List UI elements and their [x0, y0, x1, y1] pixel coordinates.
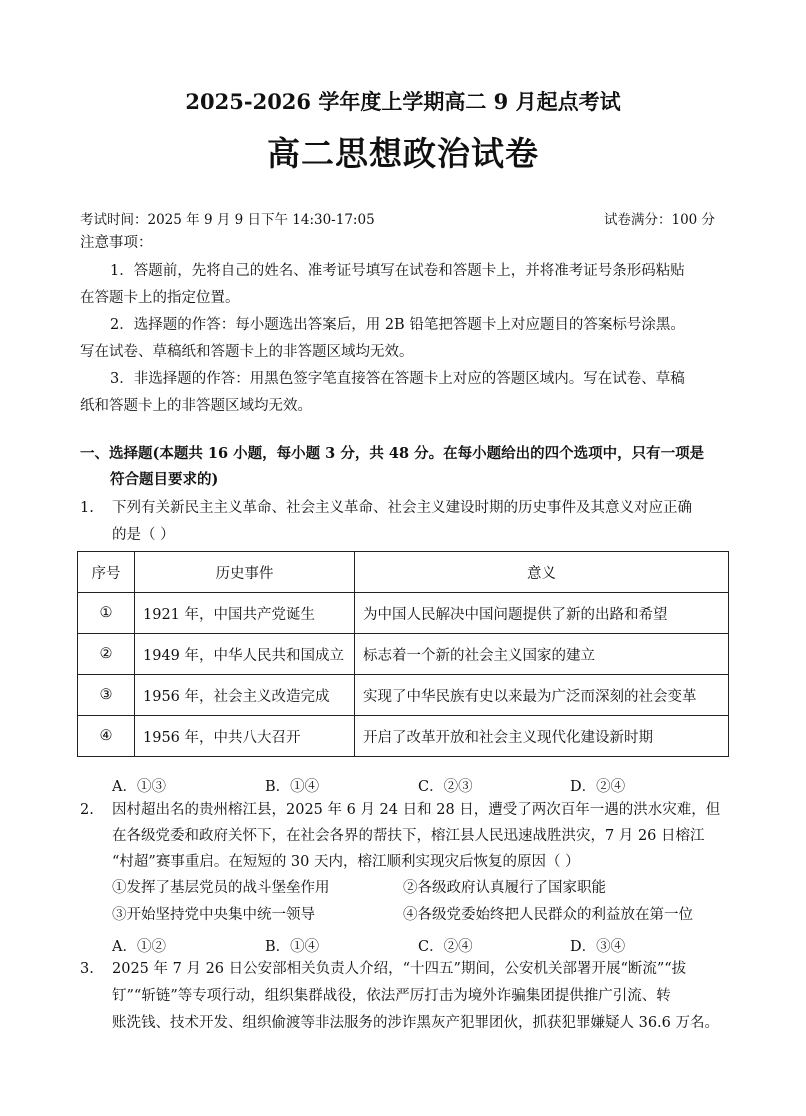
subject-title: 高二思想政治试卷 — [267, 134, 539, 173]
notice-item-3: 3．非选择题的作答：用黑色签字笔直接答在答题卡上对应的答题区域内。写在试卷、草稿 — [110, 371, 685, 387]
notice-item-1-cont: 在答题卡上的指定位置。 — [80, 290, 240, 306]
notice-item-1: 1．答题前，先将自己的姓名、准考证号填写在试卷和答题卡上，并将准考证号条形码粘贴 — [110, 263, 685, 279]
q2-stem-cont: “村超”赛事重启。在短短的 30 天内，榕江顺利实现灾后恢复的原因（ ） — [112, 854, 580, 870]
table-cell: 1921 年，中国共产党诞生 — [135, 593, 355, 634]
q2-option-a: A．①② — [112, 939, 166, 955]
table-header: 意义 — [355, 552, 729, 593]
notice-item-3-cont: 纸和答题卡上的非答题区域均无效。 — [80, 398, 312, 414]
q2-stem: 因村超出名的贵州榕江县，2025 年 6 月 24 日和 28 日，遭受了两次百年一遇的洪水灾难，但 — [112, 802, 721, 818]
q2-item-2: ②各级政府认真履行了国家职能 — [403, 880, 606, 896]
q1-option-d: D．②④ — [570, 779, 626, 795]
table-header: 序号 — [78, 552, 135, 593]
table-cell: ③ — [78, 675, 135, 716]
q3-stem-cont: 账洗钱、技术开发、组织偷渡等非法服务的涉诈黑灰产犯罪团伙，抓获犯罪嫌疑人 36.6 万名。 — [112, 1015, 719, 1031]
q2-option-b: B．①④ — [265, 939, 320, 955]
table-row — [78, 634, 729, 675]
q1-stem: 下列有关新民主主义革命、社会主义革命、社会主义建设时期的历史事件及其意义对应正确 — [112, 500, 692, 516]
exam-time: 考试时间：2025 年 9 月 9 日下午 14:30-17:05 — [80, 212, 375, 228]
q1-option-a: A．①③ — [112, 779, 166, 795]
table-cell: ① — [78, 593, 135, 634]
table-row — [78, 593, 729, 634]
q3-stem-cont: 钉”“斩链”等专项行动，组织集群战役，依法严厉打击为境外诈骗集团提供推广引流、转 — [112, 988, 671, 1004]
table-cell: 为中国人民解决中国问题提供了新的出路和希望 — [355, 593, 729, 634]
full-score: 试卷满分：100 分 — [604, 212, 716, 228]
table-cell: 1956 年，中共八大召开 — [135, 716, 355, 757]
q1-table — [77, 551, 729, 757]
q2-item-4: ④各级党委始终把人民群众的利益放在第一位 — [403, 907, 693, 923]
table-row — [78, 675, 729, 716]
q2-item-3: ③开始坚持党中央集中统一领导 — [112, 907, 315, 923]
q3-number: 3. — [80, 961, 94, 977]
q1-stem-cont: 的是（ ） — [112, 527, 175, 543]
section-heading-cont: 符合题目要求的) — [110, 471, 219, 488]
table-cell: 1949 年，中华人民共和国成立 — [135, 634, 355, 675]
q2-number: 2. — [80, 802, 94, 818]
notice-item-2: 2．选择题的作答：每小题选出答案后，用 2B 铅笔把答题卡上对应题目的答案标号涂黑。 — [110, 317, 685, 333]
table-header: 历史事件 — [135, 552, 355, 593]
q3-stem: 2025 年 7 月 26 日公安部相关负责人介绍，“十四五”期间，公安机关部署开展“断流”“拔 — [112, 961, 687, 977]
q2-stem-cont: 在各级党委和政府关怀下，在社会各界的帮扶下，榕江县人民迅速战胜洪灾，7 月 26 日榕江 — [112, 828, 705, 844]
q2-option-c: C．②④ — [418, 939, 473, 955]
table-cell: 1956 年，社会主义改造完成 — [135, 675, 355, 716]
table-cell: ② — [78, 634, 135, 675]
table-cell: 实现了中华民族有史以来最为广泛而深刻的社会变革 — [355, 675, 729, 716]
q2-option-d: D．③④ — [570, 939, 626, 955]
q1-number: 1. — [80, 500, 94, 516]
notice-title: 注意事项： — [80, 235, 153, 251]
table-cell: ④ — [78, 716, 135, 757]
notice-item-2-cont: 写在试卷、草稿纸和答题卡上的非答题区域均无效。 — [80, 344, 414, 360]
table-cell: 标志着一个新的社会主义国家的建立 — [355, 634, 729, 675]
table-row — [78, 716, 729, 757]
exam-title: 2025-2026 学年度上学期高二 9 月起点考试 — [185, 89, 621, 114]
table-cell: 开启了改革开放和社会主义现代化建设新时期 — [355, 716, 729, 757]
q1-option-c: C．②③ — [418, 779, 473, 795]
section-heading: 一、选择题(本题共 16 小题，每小题 3 分，共 48 分。在每小题给出的四个选项中，只有一项是 — [80, 445, 705, 462]
table-header-row — [78, 552, 729, 593]
q2-item-1: ①发挥了基层党员的战斗堡垒作用 — [112, 880, 330, 896]
q1-option-b: B．①④ — [265, 779, 320, 795]
